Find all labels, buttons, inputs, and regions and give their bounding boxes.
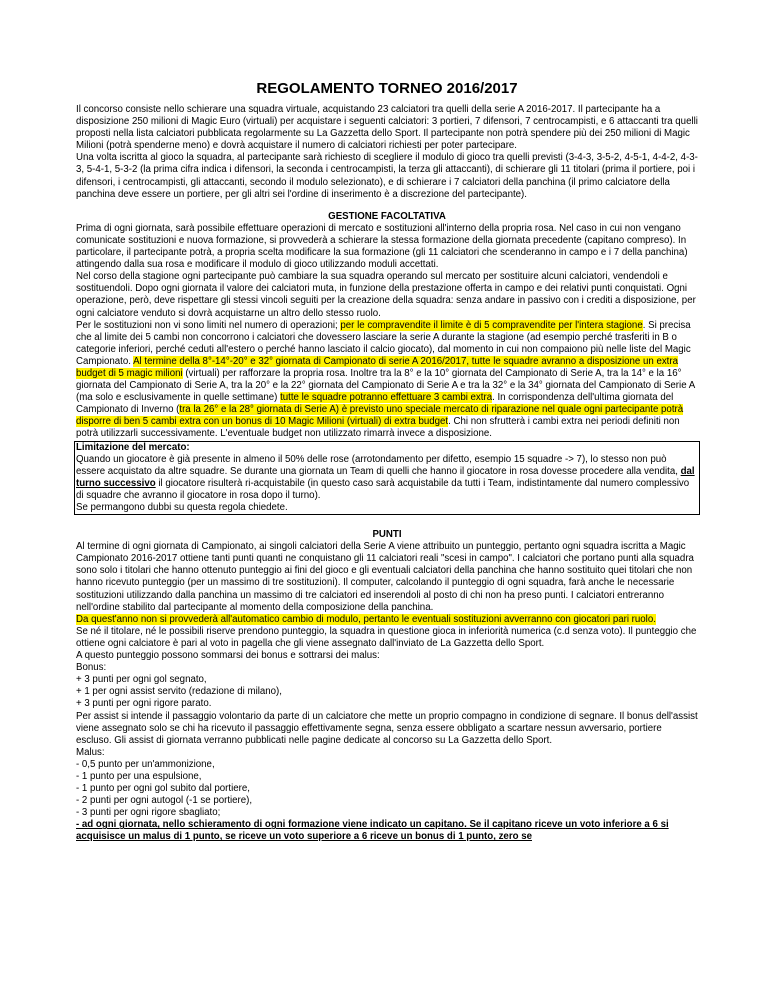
text-run: (virtuali) per rafforzare la propria rosa. Inoltre tra la 8° e la 10° giornata del Campionato di Serie A, tra la 14° e la 16° giornata del Campionato di Serie A, tra la 20° e la 22° giornata del Campionato di Serie A e tra la 32° e la 34° giornata del Campionato di Serie A (ma solo e esclusivamente in quelle settimane) [76, 367, 695, 404]
punti-paragraph: A questo punteggio possono sommarsi dei bonus e sottrarsi dei malus: [76, 650, 380, 662]
malus-label: Malus: [76, 746, 105, 758]
text-run: Per le sostituzioni non vi sono limiti nel numero di operazioni; [76, 319, 341, 331]
section-heading-gestione: GESTIONE FACOLTATIVA [328, 210, 446, 222]
intro-paragraph: Una volta iscritta al gioco la squadra, al partecipante sarà richiesto di scegliere il modulo di gioco tra quelli previsti (3-4-3, 3-5-2, 4-5-1, 4-4-2, 4-3-3, 5-4-1, 5-3-2 (la prima cifra indica i difensori, la seconda i centrocampisti, la terza gli attaccanti), di schierare gli 11 titolari (prima il portiere, poi i difensori, i centrocampisti, gli attaccanti, secondo il modulo selezionato), e di schierare i 7 calciatori della panchina (il primo calciatore della panchina deve essere un portiere, per gli altri sei l'ordine di inserimento è a discrezione del partecipante). [76, 152, 698, 200]
highlighted-text: Da quest'anno non si provvederà all'automatico cambio di modulo, pertanto le eventuali sostituzioni avverranno con giocatori pari ruolo. [76, 613, 656, 625]
bonus-item: + 3 punti per ogni rigore parato. [76, 698, 212, 710]
malus-item: - 2 punti per ogni autogol (-1 se portiere), [76, 795, 253, 807]
section-heading-punti: PUNTI [372, 529, 402, 541]
punti-paragraph: Al termine di ogni giornata di Campionato, ai singoli calciatori della Serie A viene attribuito un punteggio, pertanto ogni squadra iscritta a Magic Campionato 2016-2017 ottiene tanti punti quanti ne conquistano gli 11 calciatori reali "scesi in campo". I calciatori che portano punti alla squadra sono solo i titolari che hanno ottenuto punteggio ai fini del gioco e gli eventuali calciatori della panchina che hanno sostituito quei titolari che non hanno ricevuto punteggio (per un massimo di tre sostituzioni). Il computer, calcolando il punteggio di ogni squadra, farà anche le necessarie sostituzioni utilizzando dalla panchina un massimo di tre calciatori ed inserendoli al posto di chi non ha preso punti. I calciatori entreranno nell'ordine stabilito dal partecipante al momento della composizione della panchina. [76, 541, 694, 613]
gestione-paragraph [76, 320, 698, 441]
gestione-paragraph: Prima di ogni giornata, sarà possibile effettuare operazioni di mercato e sostituzioni all'interno della propria rosa. Nel caso in cui non vengano comunicate sostituzioni e nuova formazione, si provvederà a schierare la stessa formazione della giornata precedente (capitano compreso). In particolare, il partecipante potrà, a propria scelta modificare la sua formazione (gli 11 calciatori che scenderanno in campo e i 7 della panchina) attingendo dalla sua rosa e modificare il modulo di gioco utilizzando moduli accettati. [76, 222, 688, 271]
malus-item: - 1 punto per una espulsione, [76, 770, 202, 782]
text-run: il giocatore risulterà ri-acquistabile (in questo caso sarà acquistabile da tutti i Team, indistintamente dal numero complessivo di squadre che avranno il giocatore in rosa dopo il turno). [76, 477, 690, 501]
malus-item: - 3 punti per ogni rigore sbagliato; [76, 807, 221, 819]
market-limit-heading: Limitazione del mercato: [76, 441, 190, 453]
page-title: REGOLAMENTO TORNEO 2016/2017 [256, 80, 518, 97]
document-page [76, 0, 698, 844]
bonus-label: Bonus: [76, 662, 107, 674]
text-run: . Si precisa che al limite dei 5 cambi non concorrono i calciatori che dovessero lasciare la serie A durante la stagione (ad esempio perché trasferiti in B o categorie inferiori, perché ceduti all'estero o perché hanno lasciato il calcio giocato), dal momento in cui non compaiono più nelle liste del Magic Campionato. [76, 319, 691, 367]
punti-highlight [76, 614, 698, 626]
text-run: . Chi non sfrutterà i cambi extra nei periodi definiti non potrà utilizzarli successivamente. L'eventuale budget non utilizzato rimarrà invece a disposizione. [76, 416, 680, 440]
market-limit-box [74, 441, 700, 516]
highlighted-text: Al termine della 8°-14°-20° e 32° giornata di Campionato di serie A 2016/2017, tutte le squadre avranno a disposizione un extra budget di 5 magic milioni [76, 355, 678, 379]
highlighted-text: tra la 26° e la 28° giornata di Serie A) è previsto uno speciale mercato di riparazione nel quale ogni partecipante potrà disporre di ben 5 cambi extra con un bonus di 10 Magic Milioni (virtuali) di extra budget [76, 404, 684, 428]
punti-paragraph: Se né il titolare, né le possibili riserve prendono punteggio, la squadra in questione gioca in inferiorità numerica (c.d senza voto). Il punteggio che ottiene ogni calciatore è pari al voto in pagella che gli viene assegnato dall'inviato de La Gazzetta dello Sport. [76, 625, 697, 649]
text-run: Quando un giocatore è già presente in almeno il 50% delle rose (arrotondamento per difetto, esempio 15 squadre -> 7), lo stesso non può essere acquistato da altre squadre. Se durante una giornata un Team di quelli che hanno il giocatore in rosa dovesse procedere alla vendita, [76, 453, 681, 477]
gestione-paragraph: Nel corso della stagione ogni partecipante può cambiare la sua squadra operando sul mercato per sostituire alcuni calciatori, vendendoli e sostituendoli. Dopo ogni giornata il valore dei calciatori muta, in funzione della prestazione offerta in campo e dei relativi punti conquistati. Ogni operazione, però, deve rispettare gli stessi vincoli seguiti per la creazione della squadra: senza andare in passivo con i crediti a disposizione, per ogni calciatore venduto si dovrà acquistarne un altro dello stesso ruolo. [76, 271, 696, 319]
bonus-item: + 3 punti per ogni gol segnato, [76, 674, 207, 686]
text-run: . In corrispondenza dell'ultima giornata del Campionato di Inverno ( [76, 392, 674, 416]
highlighted-text: tutte le squadre potranno effettuare 3 cambi extra [280, 392, 493, 404]
captain-rule: - ad ogni giornata, nello schieramento di ogni formazione viene indicato un capitano. Se il capitano riceve un voto inferiore a 6 si acquisisce un malus di 1 punto, se riceve un voto superiore a 6 riceve un bonus di 1 punto, zero se [76, 819, 669, 843]
market-limit-note: Se permangono dubbi su questa regola chiedete. [76, 502, 288, 513]
assist-paragraph: Per assist si intende il passaggio volontario da parte di un calciatore che mette un proprio compagno in condizione di segnare. Il bonus dell'assist viene assegnato solo se chi ha ricevuto il passaggio effettivamente segna, senza essere obbligato a scartare nessun avversario, portiere escluso. Gli assist di giornata verranno pubblicati nelle pagine dedicate al concorso su La Gazzetta dello Sport. [76, 710, 698, 746]
emphasized-text: dal turno successivo [76, 465, 695, 489]
intro-paragraph: Il concorso consiste nello schierare una squadra virtuale, acquistando 23 calciatori tra quelli della serie A 2016-2017. Il partecipante ha a disposizione 250 milioni di Magic Euro (virtuali) per acquistare i seguenti calciatori: 3 portieri, 7 difensori, 7 centrocampisti, e 6 attaccanti tra quelli proposti nella lista calciatori pubblicata regolarmente su La Gazzetta dello Sport. Il partecipante non potrà spendere più dei 250 milioni di Magic Milioni (potrà spenderne meno) e dovrà acquistare il numero di calciatori richiesti per poter partecipare. [76, 104, 698, 152]
bonus-item: + 1 per ogni assist servito (redazione di milano), [76, 686, 282, 698]
malus-item: - 1 punto per ogni gol subito dal portiere, [76, 783, 250, 795]
malus-item: - 0,5 punto per un'ammonizione, [76, 758, 215, 770]
market-limit-paragraph [76, 454, 698, 502]
highlighted-text: per le compravendite il limite è di 5 compravendite per l'intera stagione [340, 319, 643, 331]
